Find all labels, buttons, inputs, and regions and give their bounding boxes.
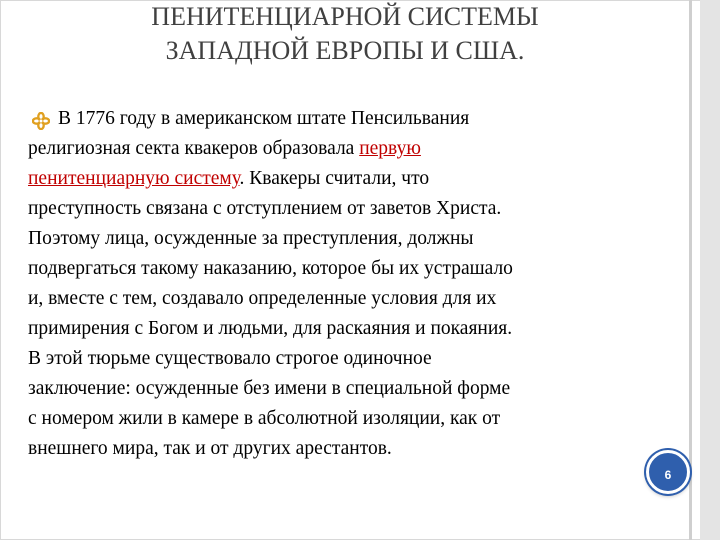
paragraph-line: преступность связана с отступлением от заветов Христа.: [28, 198, 502, 219]
slide-number-badge: 6: [646, 450, 690, 494]
paragraph-line: подвергаться такому наказанию, которое бы их устрашало: [28, 258, 513, 279]
paragraph-line: [28, 164, 668, 194]
slide-right-edge: [700, 0, 720, 540]
paragraph-line: с номером жили в камере в абсолютной изоляции, как от: [28, 408, 501, 429]
hyperlink-penitentiary-system[interactable]: пенитенциарную систему: [28, 168, 240, 189]
title-line-2: ЗАПАДНОЙ ЕВРОПЫ И США.: [165, 36, 525, 65]
hyperlink-first[interactable]: первую: [359, 138, 421, 159]
slide-vertical-rule: [689, 0, 692, 540]
paragraph-line: внешнего мира, так и от других арестантов.: [28, 438, 392, 459]
paragraph-line: В 1776 году в американском штате Пенсильвания: [58, 108, 470, 129]
title-line-1: ПЕНИТЕНЦИАРНОЙ СИСТЕМЫ: [151, 2, 539, 31]
paragraph-text: . Квакеры считали, что: [239, 168, 430, 189]
paragraph-line: заключение: осужденные без имени в специальной форме: [28, 378, 511, 399]
paragraph-line: [28, 134, 668, 164]
paragraph-line: примирения с Богом и людьми, для раскаяния и покаяния.: [28, 318, 513, 339]
paragraph-line: и, вместе с тем, создавало определенные условия для их: [28, 288, 497, 309]
paragraph-line: В этой тюрьме существовало строгое одиночное: [28, 348, 432, 369]
paragraph-text: религиозная секта квакеров образовала: [28, 138, 360, 159]
slide-title: [0, 0, 690, 68]
paragraph-line: Поэтому лица, осужденные за преступления, должны: [28, 228, 474, 249]
slide-body-paragraph: [28, 104, 668, 464]
